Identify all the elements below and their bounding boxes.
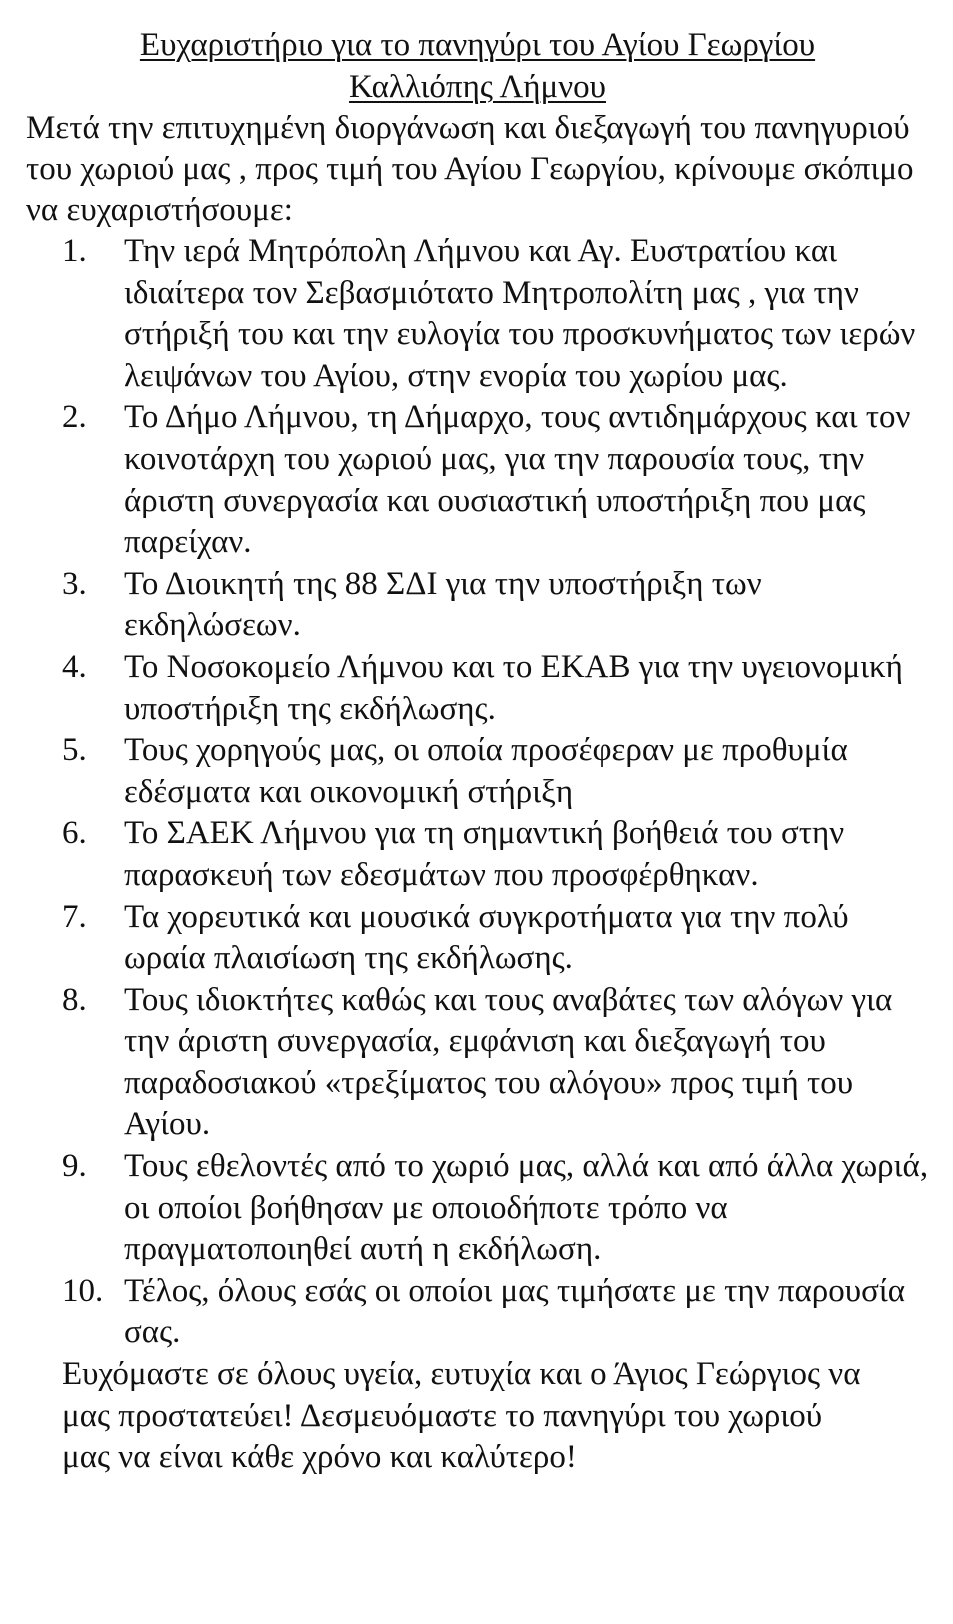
list-item [62,1146,929,1271]
list-item-text: Το Δήμο Λήμνου, τη Δήμαρχο, τους αντιδημάρχους και τον κοινοτάρχη του χωριού μας, για την παρουσία τους, την άριστη συνεργασία και ουσιαστική υποστήριξη που μας παρείχαν. [124,399,911,561]
list-item-number: 1. [62,233,87,269]
list-item [62,980,929,1146]
thanks-list [26,231,929,1354]
list-item-text: Το Νοσοκομείο Λήμνου και το ΕΚΑΒ για την υγειονομική υποστήριξη της εκδήλωσης. [124,648,903,727]
list-item-text: Τους χορηγούς μας, οι οποία προσέφεραν με προθυμία εδέσματα και οικονομική στήριξη [124,732,848,810]
list-item [62,730,929,813]
list-item [62,897,929,980]
list-item-number: 2. [62,399,87,436]
list-item-number: 8. [62,981,87,1018]
list-item [62,397,929,563]
list-item-number: 9. [62,1148,87,1185]
closing-paragraph: Ευχόμαστε σε όλους υγεία, ευτυχία και ο Άγιος Γεώργιος να μας προστατεύει! Δεσμευόμαστε το πανηγύρι του χωριού μας να είναι κάθε χρόνο και καλύτερο! [62,1356,861,1476]
list-item-text: Τους εθελοντές από το χωριό μας, αλλά και από άλλα χωριά, οι οποίοι βοήθησαν με οποιοδήποτε τρόπο να πραγματοποιηθεί αυτή η εκδήλωση. [124,1148,929,1268]
list-item [62,564,929,647]
list-item [62,813,929,896]
list-item-text: Τέλος, όλους εσάς οι οποίοι μας τιμήσατε με την παρουσία σας. [124,1272,906,1351]
list-item-text: Το ΣΑΕΚ Λήμνου για τη σημαντική βοήθειά του στην παρασκευή των εδεσμάτων που προσφέρθηκαν. [124,815,845,893]
document-title [26,24,929,108]
list-item [62,1271,929,1354]
list-item-number: 5. [62,732,87,769]
list-item-number: 3. [62,565,87,602]
intro-paragraph: Μετά την επιτυχημένη διοργάνωση και διεξαγωγή του πανηγυριού του χωριού μας , προς τιμή του Αγίου Γεωργίου, κρίνουμε σκόπιμο να ευχαριστήσουμε: [26,110,914,228]
list-item-number: 4. [62,648,87,685]
list-item-number: 7. [62,898,87,935]
list-item-text: Τα χορευτικά και μουσικά συγκροτήματα για την πολύ ωραία πλαισίωση της εκδήλωσης. [124,898,849,977]
list-item-number: 6. [62,815,87,852]
list-item-number: 10. [62,1272,104,1309]
list-item [62,647,929,730]
list-item-text: Τους ιδιοκτήτες καθώς και τους αναβάτες των αλόγων για την άριστη συνεργασία, εμφάνιση και διεξαγωγή του παραδοσιακού «τρεξίματος του αλόγου» προς τιμή του Αγίου. [124,981,893,1143]
title-line-1: Ευχαριστήριο για το πανηγύρι του Αγίου Γεωργίου [139,27,816,63]
list-item [62,231,929,397]
title-line-2: Καλλιόπης Λήμνου [349,69,606,105]
list-item-text: Το Διοικητή της 88 ΣΔΙ για την υποστήριξη των εκδηλώσεων. [124,565,762,644]
list-item-text: Την ιερά Μητρόπολη Λήμνου και Αγ. Ευστρατίου και ιδιαίτερα τον Σεβασμιότατο Μητροπολίτη μας , για την στήριξή του και την ευλογία του προσκυνήματος των ιερών λειψάνων του Αγίου, στην ενορία του χωρίου μας. [124,233,916,394]
